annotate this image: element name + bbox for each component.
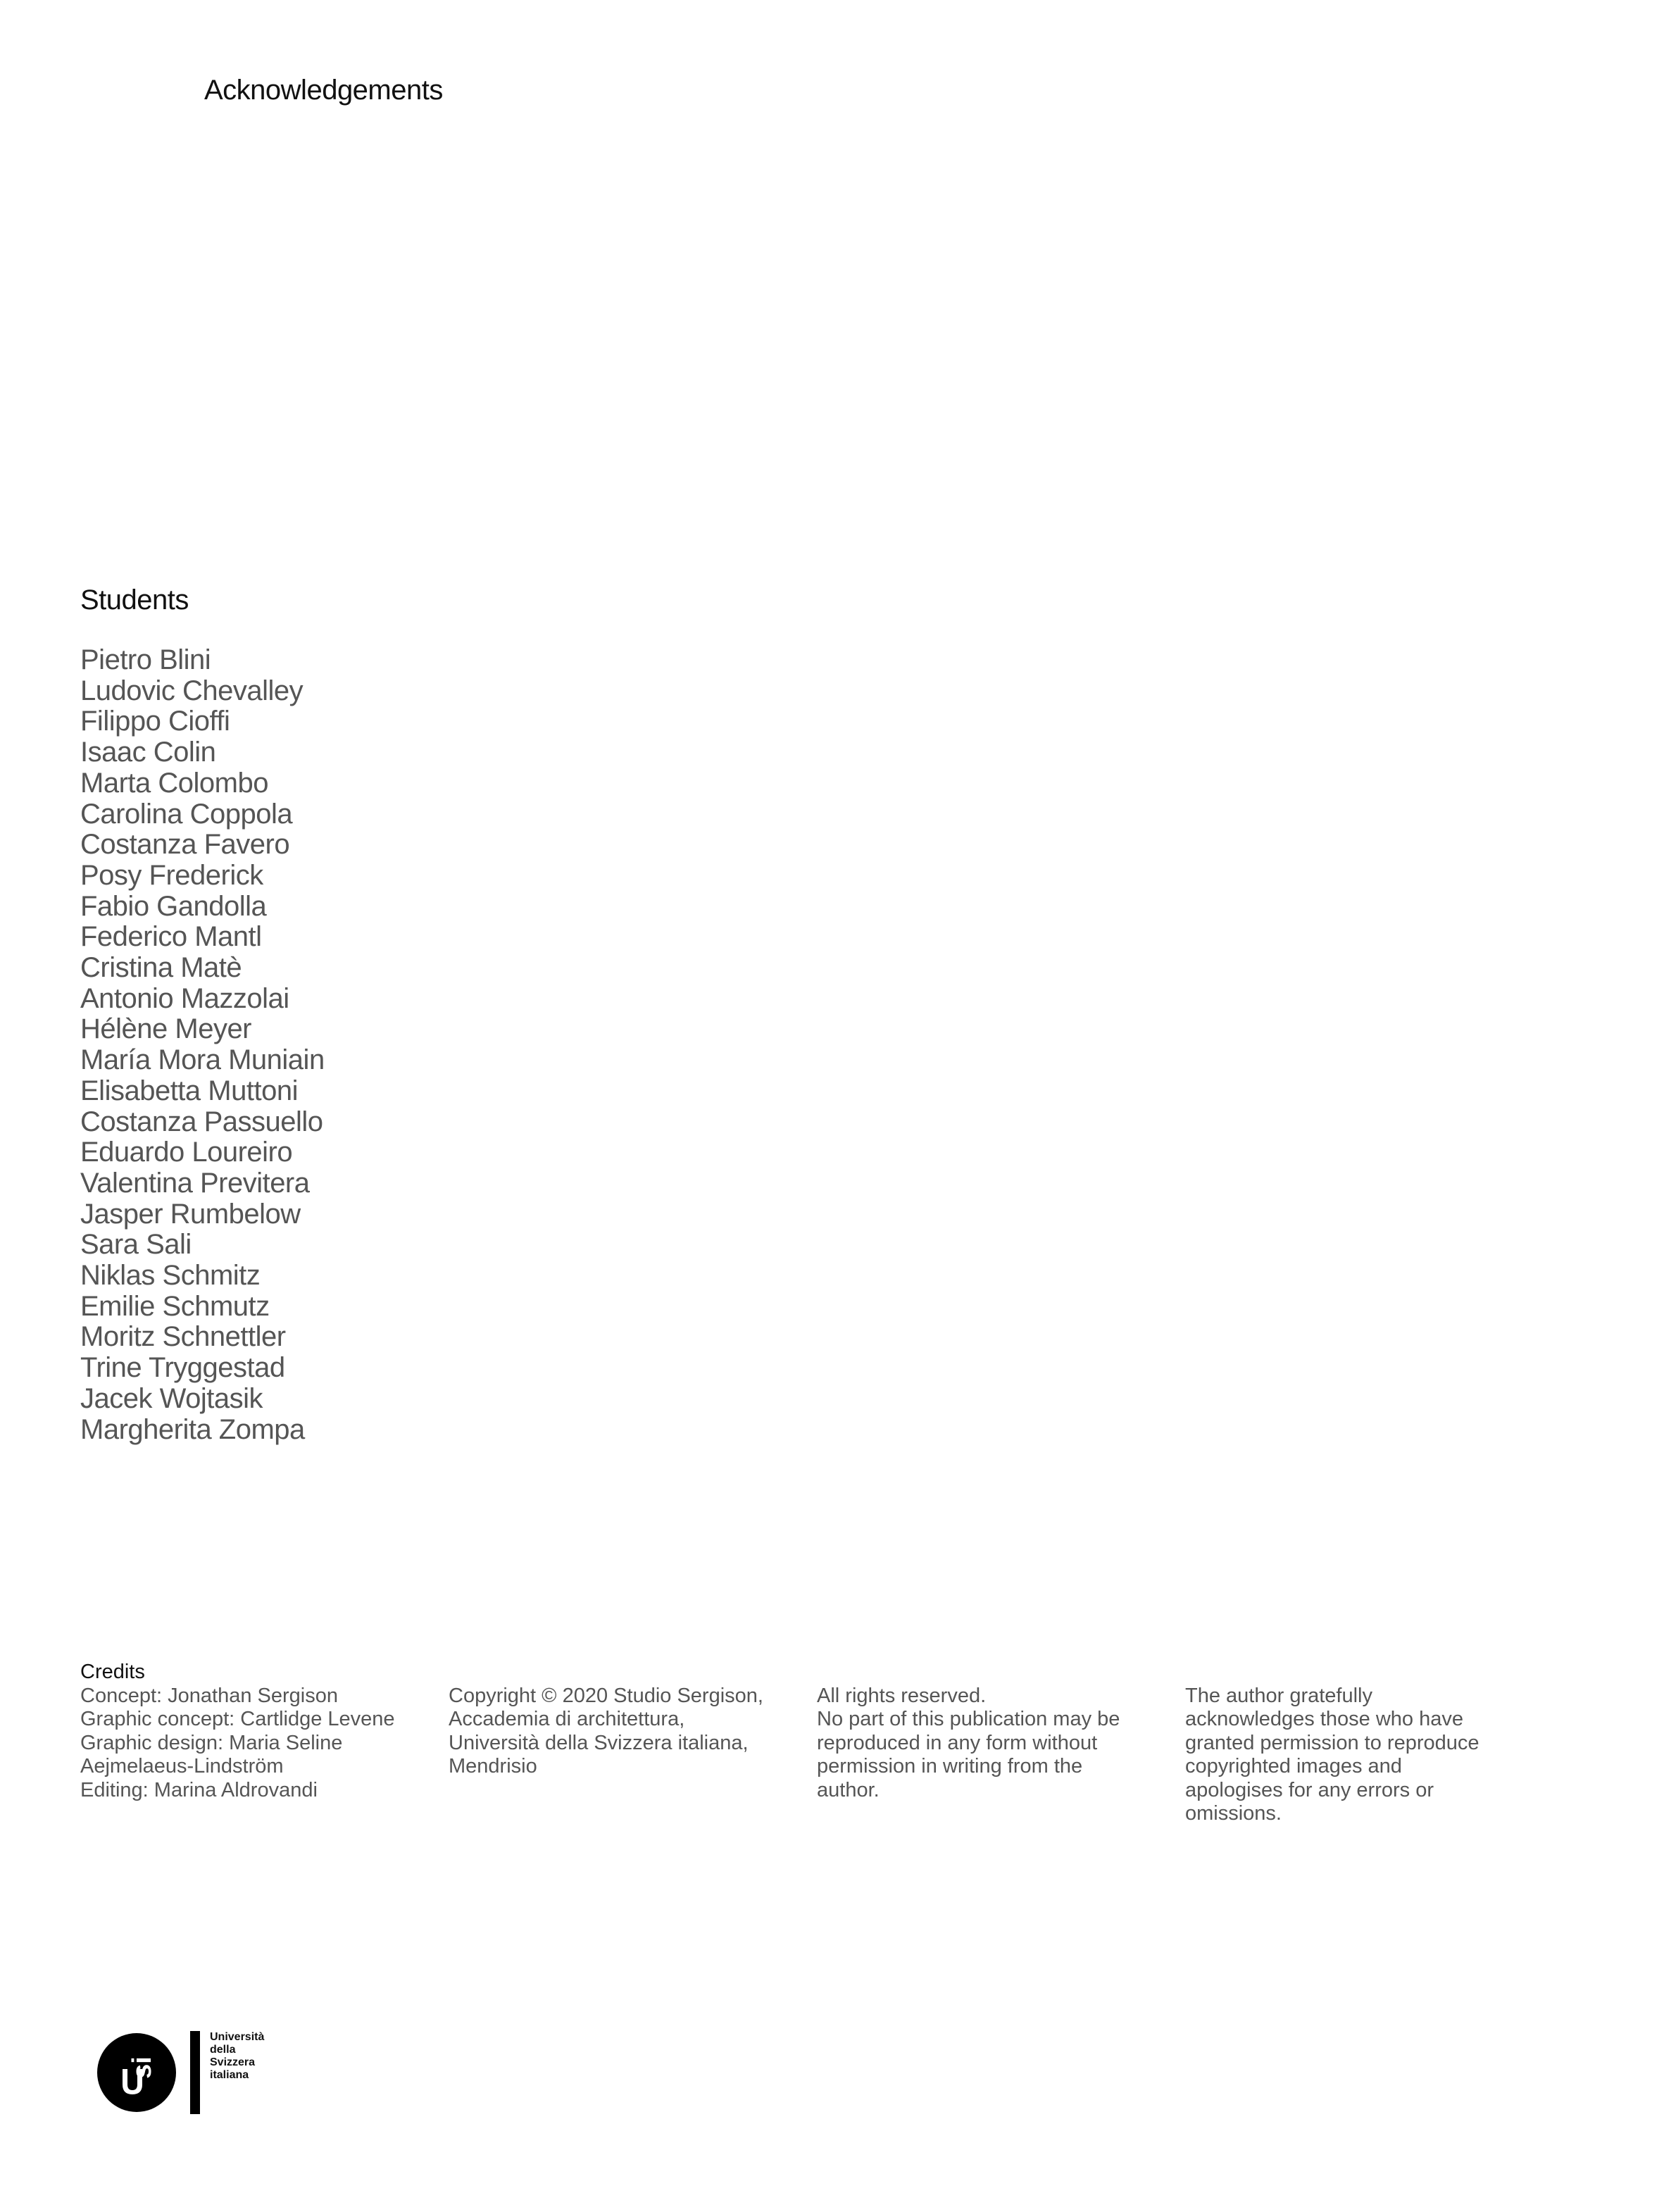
credits-heading: Credits bbox=[80, 1661, 145, 1683]
svg-text:si: si bbox=[127, 2056, 157, 2079]
logo-text-line: della bbox=[210, 2044, 236, 2056]
student-name: Valentina Previtera bbox=[80, 1167, 310, 1199]
student-name: Carolina Coppola bbox=[80, 798, 293, 830]
credits-line: The author gratefully bbox=[1185, 1685, 1372, 1707]
students-heading: Students bbox=[80, 585, 189, 616]
student-name: Antonio Mazzolai bbox=[80, 982, 289, 1014]
student-name: Marta Colombo bbox=[80, 767, 268, 799]
student-name: Jacek Wojtasik bbox=[80, 1382, 263, 1414]
student-name: Emilie Schmutz bbox=[80, 1290, 270, 1322]
credits-line: Graphic concept: Cartlidge Levene bbox=[80, 1708, 395, 1731]
credits-line: Università della Svizzera italiana, bbox=[449, 1731, 749, 1754]
student-name: Sara Sali bbox=[80, 1229, 192, 1261]
student-name: Hélène Meyer bbox=[80, 1013, 252, 1045]
student-name: Federico Mantl bbox=[80, 921, 262, 953]
students-list bbox=[80, 645, 325, 1445]
student-name: Filippo Cioffi bbox=[80, 706, 230, 737]
credits-column-rights bbox=[817, 1685, 1155, 1802]
student-name: Pietro Blini bbox=[80, 644, 211, 675]
credits-column-copyright bbox=[449, 1685, 787, 1779]
student-name: Trine Tryggestad bbox=[80, 1352, 285, 1384]
credits-line: granted permission to reproduce bbox=[1185, 1731, 1480, 1754]
student-name: Eduardo Loureiro bbox=[80, 1137, 293, 1168]
student-name: Margherita Zompa bbox=[80, 1413, 305, 1445]
credits-line: No part of this publication may be bbox=[817, 1708, 1120, 1731]
credits-line: Mendrisio bbox=[449, 1755, 537, 1778]
credits-line: Copyright © 2020 Studio Sergison, bbox=[449, 1685, 763, 1707]
logo-text-line: Svizzera bbox=[210, 2056, 256, 2068]
credits-line: permission in writing from the bbox=[817, 1755, 1083, 1778]
credits-column-people bbox=[80, 1685, 418, 1802]
logo-text-line: Università bbox=[210, 2031, 265, 2043]
student-name: Ludovic Chevalley bbox=[80, 675, 304, 706]
credits-line: omissions. bbox=[1185, 1802, 1282, 1825]
student-name: María Mora Muniain bbox=[80, 1044, 325, 1076]
credits-line: All rights reserved. bbox=[817, 1685, 987, 1707]
credits-line: Graphic design: Maria Seline bbox=[80, 1731, 343, 1754]
credits-line: reproduced in any form without bbox=[817, 1731, 1098, 1754]
credits-line: Concept: Jonathan Sergison bbox=[80, 1685, 338, 1707]
credits-column-permissions bbox=[1185, 1685, 1523, 1825]
student-name: Costanza Favero bbox=[80, 829, 290, 861]
student-name: Posy Frederick bbox=[80, 859, 263, 891]
student-name: Costanza Passuello bbox=[80, 1106, 323, 1137]
student-name: Moritz Schnettler bbox=[80, 1321, 286, 1353]
credits-line: author. bbox=[817, 1778, 880, 1801]
credits-line: Accademia di architettura, bbox=[449, 1708, 685, 1731]
credits-line: acknowledges those who have bbox=[1185, 1708, 1463, 1731]
credits-line: Aejmelaeus-Lindström bbox=[80, 1755, 284, 1778]
student-name: Jasper Rumbelow bbox=[80, 1198, 301, 1230]
usi-logo-text bbox=[210, 2031, 264, 2082]
logo-text-line: italiana bbox=[210, 2069, 249, 2081]
credits-line: copyrighted images and bbox=[1185, 1755, 1402, 1778]
credits-line: Editing: Marina Aldrovandi bbox=[80, 1778, 318, 1801]
student-name: Fabio Gandolla bbox=[80, 890, 267, 922]
student-name: Cristina Matè bbox=[80, 952, 242, 984]
student-name: Isaac Colin bbox=[80, 737, 216, 768]
page-title: Acknowledgements bbox=[204, 75, 443, 106]
student-name: Niklas Schmitz bbox=[80, 1260, 261, 1292]
credits-line: apologises for any errors or bbox=[1185, 1778, 1434, 1801]
student-name: Elisabetta Muttoni bbox=[80, 1075, 298, 1106]
